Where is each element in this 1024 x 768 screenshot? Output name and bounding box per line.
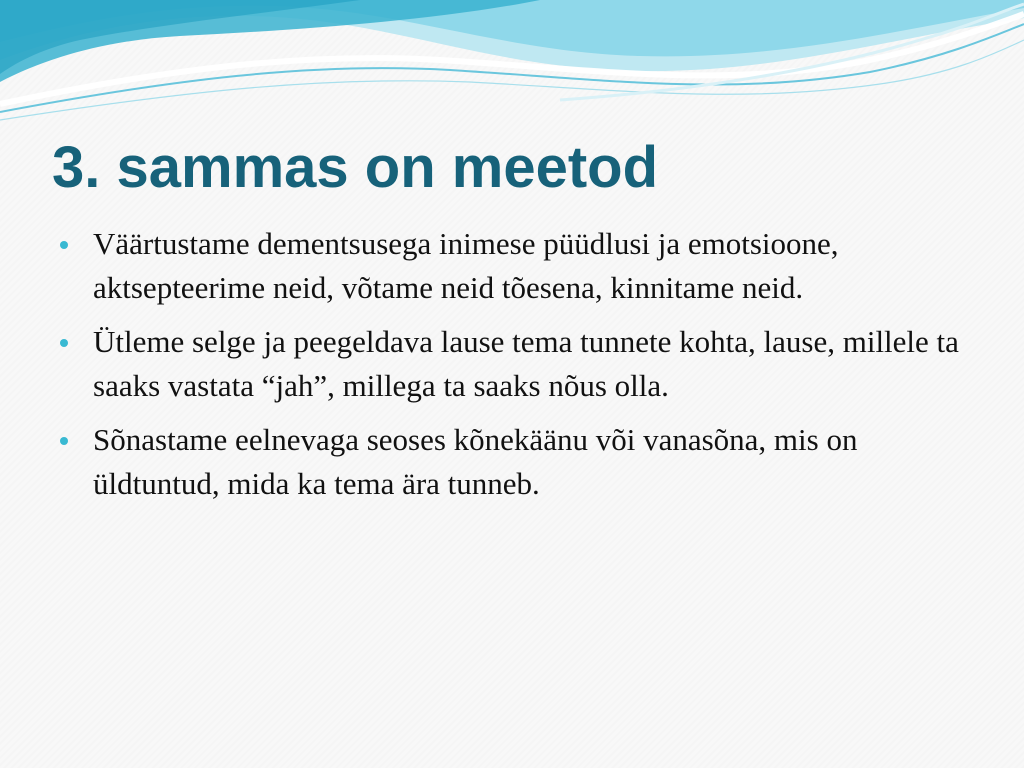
decorative-wave-header [0, 0, 1024, 130]
list-item [56, 222, 976, 310]
bullet-list [56, 222, 976, 516]
bullet-dot-icon [60, 339, 68, 347]
list-item [56, 418, 976, 506]
bullet-text: Ütleme selge ja peegeldava lause tema tunnete kohta, lause, millele ta saaks vastata “jah”, millega ta saaks nõus olla. [93, 324, 959, 403]
list-item [56, 320, 976, 408]
bullet-dot-icon [60, 437, 68, 445]
bullet-text: Sõnastame eelnevaga seoses kõnekäänu või vanasõna, mis on üldtuntud, mida ka tema ära tunneb. [93, 422, 858, 501]
page-title: 3. sammas on meetod [52, 135, 658, 200]
bullet-dot-icon [60, 241, 68, 249]
bullet-text: Väärtustame dementsusega inimese püüdlusi ja emotsioone, aktsepteerime neid, võtame neid tõesena, kinnitame neid. [93, 226, 839, 305]
